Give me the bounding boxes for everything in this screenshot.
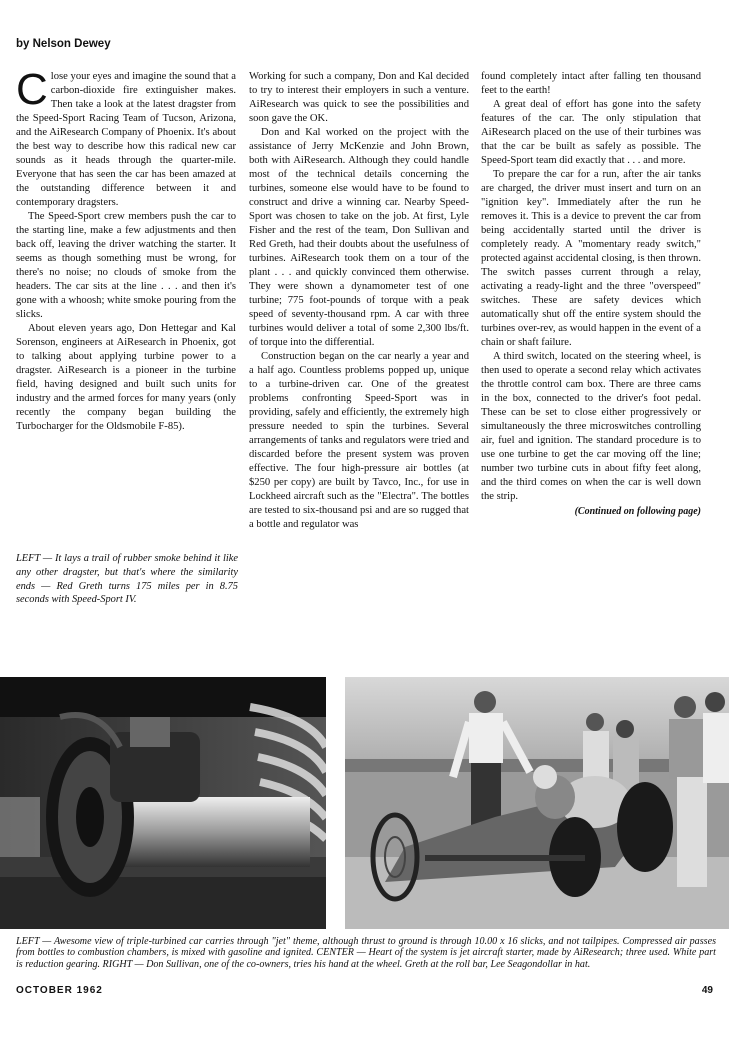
dragster-illustration — [345, 677, 729, 929]
article-paragraph: About eleven years ago, Don Hettegar and Kal Sorenson, engineers at AiResearch in Phoenix, got to talking about applying turbine power to a dragster. AiResearch is a pioneer in the turbine field, having designed and built such units for industry and the armed forces for many years (only recently the company began building the Turbocharger for the Oldsmobile F-85). — [16, 323, 236, 432]
article-paragraph: To prepare the car for a run, after the air tanks are charged, the driver must insert and turn on an "ignition key". Immediately after the run he removes it. This is a device to prevent the car from being accidentally started until the driver is completely ready. A "momentary ready switch," protected against accidental closing, is then thrown. The switch passes current through a relay, activating a ready-light and the three "overspeed" switches. These are safety devices which automatically shut off the entire system should the turbines over-rev, as would happen in the event of a chain or shaft failure. — [481, 169, 701, 348]
article-paragraph: Don and Kal worked on the project with the assistance of Jerry McKenzie and John Brown, both with AiResearch. Although they could handle most of the technical details concerning the turbines, someone else would have to be found to construct and drive a winning car. Nearby Speed-Sport was chosen to take on the job. At first, Lyle Fisher and the rest of the team, Don Sullivan and Red Greth, had their doubts about the usefulness of turbines. AiResearch took them on a tour of the plant . . . and quickly convinced them otherwise. They were shown a dynamometer test of one turbine; 775 foot-pounds of torque with a peak speed of seventy-thousand rpm. A car with three turbines would deliver a total of some 2,300 lbs/ft. of torque into the differential. — [249, 127, 469, 348]
drop-cap: C — [16, 65, 48, 114]
bottom-caption: LEFT — Awesome view of triple-turbined car carries through "jet" theme, although thrust to ground is through 10.00 x 16 slicks, and not tailpipes. Compressed air passes from bottles to combustion chambers, is mixed with gasoline and ignited. CENTER — Heart of the system is jet aircraft starter, made by AiResearch; three used. White part is reduction gearing. RIGHT — Don Sullivan, one of the co-owners, tries his hand at the wheel. Greth at the roll bar, Lee Seagondollar in hat. — [16, 936, 716, 970]
article-paragraph: A third switch, located on the steering wheel, is then used to operate a second relay which activates the throttle control cam box. There are three cams in the box, connected to the driver's foot pedal. These can be set to close either progressively or simultaneously the three microswitches controlling air, fuel and ignition. The standard procedure is to use one turbine to get the car moving off the line; number two turbine cuts in about fifty feet along, and the third comes on when the car is well down the strip. — [481, 351, 701, 502]
article-column-2 — [249, 70, 469, 532]
continued-note: (Continued on following page) — [574, 506, 701, 517]
article-column-1 — [16, 65, 236, 434]
article-paragraph: The Speed-Sport crew members push the car to the starting line, make a few adjustments and then back off, leaving the driver watching the starter. It seems as though something must be wrong, for there's no noise; no clouds of smoke from the headers. The car sits at the line . . . and then it's gone with a whoosh; white smoke pouring from the slicks. — [16, 211, 236, 320]
page-number: 49 — [701, 985, 713, 996]
turbine-photo — [0, 677, 326, 929]
article-paragraph: found completely intact after falling ten thousand feet to the earth! — [481, 71, 701, 96]
turbine-illustration — [0, 677, 326, 929]
issue-date: OCTOBER 1962 — [16, 985, 103, 996]
article-column-3 — [481, 70, 701, 519]
article-paragraph: Construction began on the car nearly a year and a half ago. Countless problems popped up, unique to a turbine-driven car. One of the greatest problems confronting Speed-Sport was in providing, safely and efficiently, the extremely high pressure needed to spin the turbines. Several arrangements of tanks and regulators were tried and discarded before the present system was proven effective. The four high-pressure air bottles (at $250 per copy) are built by Tavco, Inc., for use in Lockheed aircraft such as the "Electra". The bottles are tested to six-thousand psi and are so rugged that a bottle and regulator was — [249, 351, 469, 530]
left-photo-caption: LEFT — It lays a trail of rubber smoke behind it like any other dragster, but that's where the similarity ends — Red Greth turns 175 miles per in 8.75 seconds with Speed-Sport IV. — [16, 553, 238, 606]
article-paragraph: Close your eyes and imagine the sound that a carbon-dioxide fire extinguisher makes. Then take a look at the latest dragster from the Speed-Sport Racing Team of Tucson, Arizona, and the AiResearch Company of Phoenix. It's about the best way to describe how this radical new car sounds as it heads through the quarter-mile. Everyone that has seen the car has been amazed at the outstanding difference between it and contemporary dragsters. — [16, 65, 236, 208]
article-paragraph: Working for such a company, Don and Kal decided to try to interest their employers in such a venture. AiResearch was quick to see the possibilities and soon gave the OK. — [249, 71, 469, 124]
article-paragraph: A great deal of effort has gone into the safety features of the car. The only stipulation that AiResearch placed on the use of their turbines was that the car be built as safely as possible. The Speed-Sport team did exactly that . . . and more. — [481, 99, 701, 166]
byline: by Nelson Dewey — [16, 38, 111, 50]
dragster-photo — [345, 677, 729, 929]
